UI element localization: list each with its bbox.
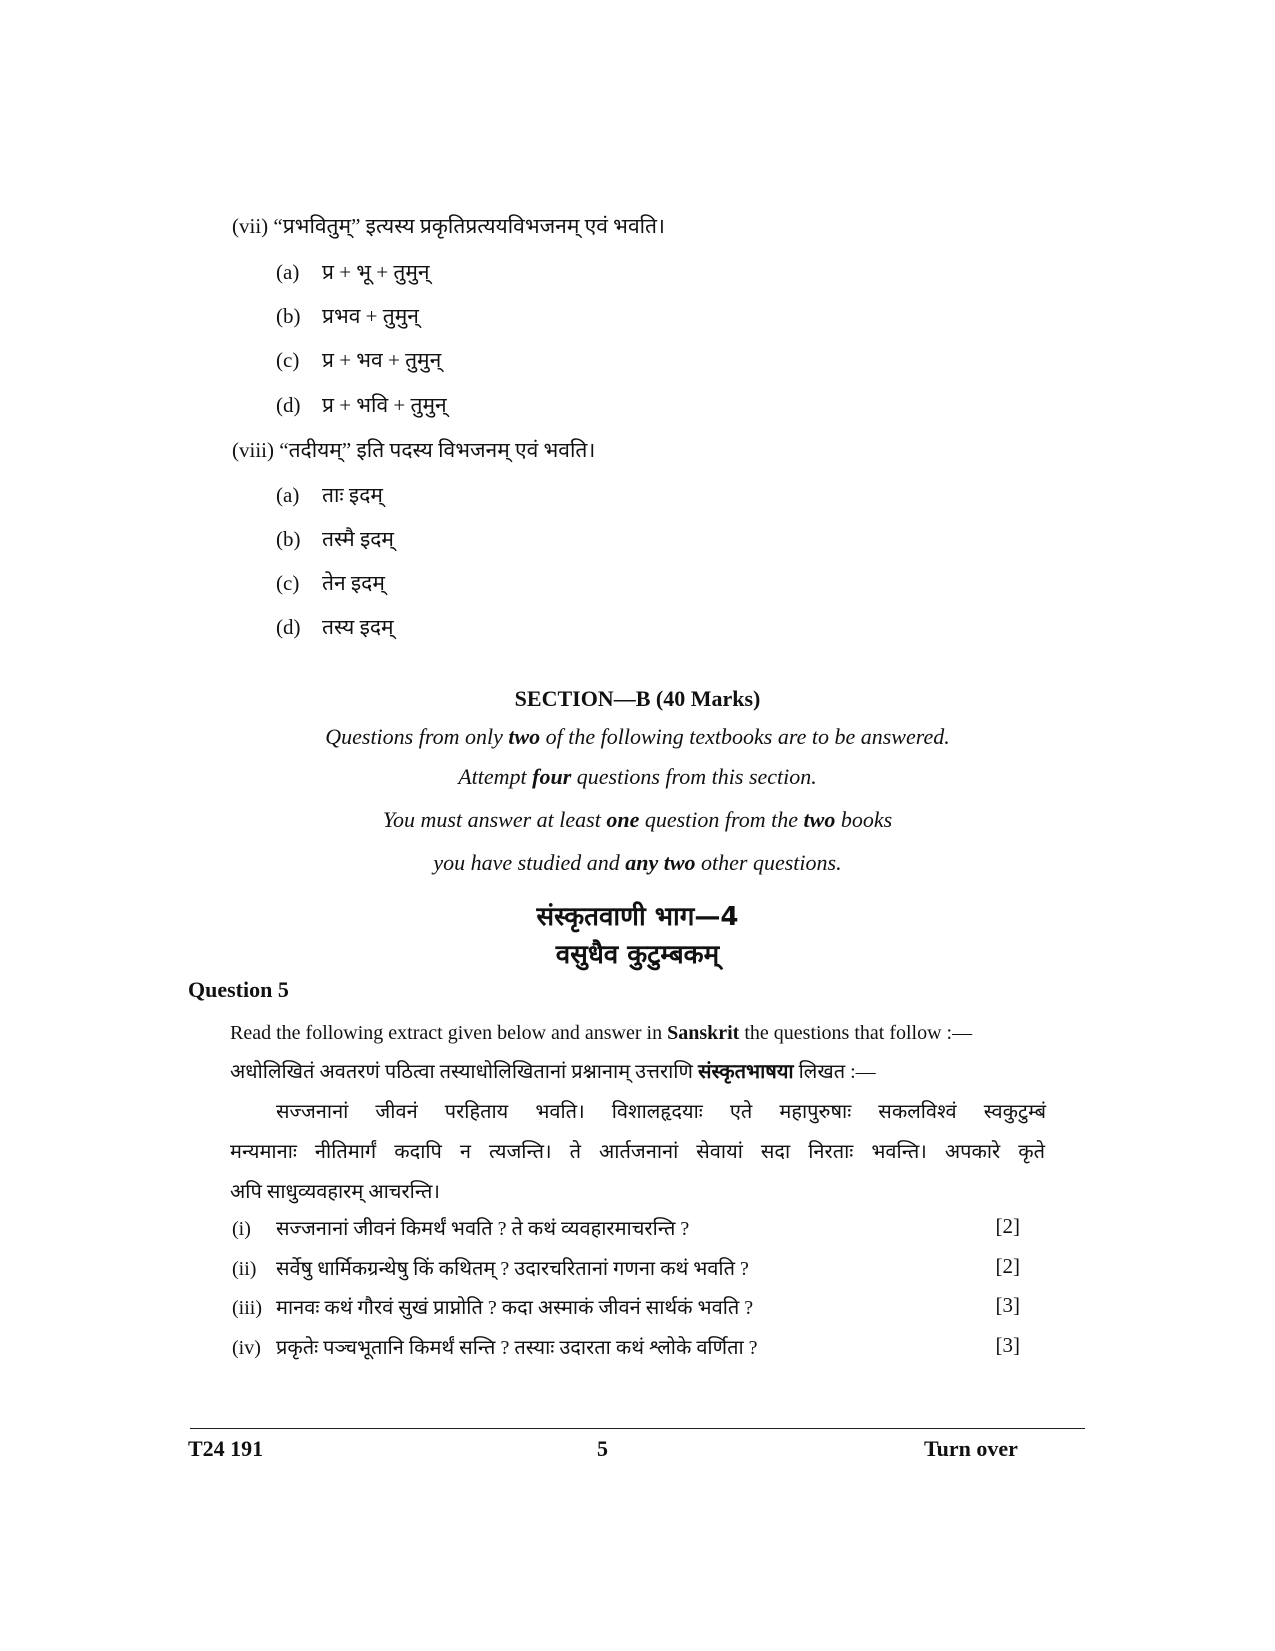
- turn-over-label: Turn over: [924, 1436, 1018, 1461]
- option-a: [276, 481, 383, 509]
- marks-badge: [2]: [995, 1254, 1020, 1278]
- instruction-sanskrit: [230, 1057, 876, 1084]
- instr-text: you have studied and: [433, 850, 626, 875]
- instr-text: लिखत :—: [793, 1061, 876, 1083]
- section-instruction-4: [0, 850, 1275, 876]
- instr-text: अधोलिखितं अवतरणं पठित्वा तस्याधोलिखितानां प्रश्नानाम् उत्तराणि: [230, 1061, 698, 1083]
- option-label: (a): [276, 483, 300, 507]
- footer-divider: [190, 1428, 1085, 1429]
- instr-emphasis: one: [606, 807, 640, 832]
- option-label: (c): [276, 348, 300, 372]
- option-label: (d): [276, 615, 301, 639]
- option-text: प्रभव + तुमुन्: [322, 304, 419, 328]
- instr-emphasis: two: [508, 724, 541, 749]
- question-vii: [232, 212, 665, 240]
- instr-text: the questions that follow :—: [739, 1022, 973, 1044]
- question-text: “तदीयम्” इति पदस्य विभजनम् एवं भवति।: [279, 438, 596, 462]
- subquestion-text: सर्वेषु धार्मिकग्रन्थेषु किं कथितम् ? उदारचरितानां गणना कथं भवति ?: [276, 1258, 749, 1280]
- option-label: (d): [276, 393, 301, 417]
- question-text: “प्रभवितुम्” इत्यस्य प्रकृतिप्रत्ययविभजनम् एवं भवति।: [273, 214, 665, 238]
- instr-text: Questions from only: [325, 724, 509, 749]
- instr-emphasis: Sanskrit: [667, 1022, 740, 1044]
- option-text: ताः इदम्: [322, 483, 383, 507]
- instr-text: question from the: [639, 807, 804, 832]
- subquestion-text: मानवः कथं गौरवं सुखं प्राप्नोति ? कदा अस्माकं जीवनं सार्थकं भवति ?: [276, 1297, 754, 1319]
- marks-badge: [2]: [995, 1214, 1020, 1238]
- instr-text: books: [835, 807, 893, 832]
- section-instruction-1: [0, 724, 1275, 750]
- question-label: (viii): [232, 438, 274, 462]
- option-label: (a): [276, 260, 300, 284]
- option-d: [276, 391, 447, 419]
- subquestion-label: (i): [232, 1218, 251, 1240]
- section-title: SECTION—B (40 Marks): [514, 686, 761, 711]
- subquestion-text: प्रकृतेः पञ्चभूतानि किमर्थं सन्ति ? तस्याः उदारता कथं श्लोके वर्णिता ?: [276, 1337, 758, 1359]
- subquestion-i: [232, 1214, 689, 1241]
- instr-emphasis: संस्कृतभाषया: [697, 1061, 794, 1083]
- book-subtitle: वसुधैव कुटुम्बकम्: [555, 940, 720, 970]
- subquestion-label: (iv): [232, 1337, 261, 1359]
- instruction-english: [230, 1022, 972, 1045]
- instr-text: You must answer at least: [382, 807, 607, 832]
- marks-badge: [3]: [995, 1333, 1020, 1357]
- subquestion-ii: [232, 1254, 749, 1281]
- subquestion-label: (iii): [232, 1297, 262, 1319]
- option-text: प्र + भवि + तुमुन्: [322, 393, 447, 417]
- option-text: प्र + भू + तुमुन्: [322, 260, 430, 284]
- instr-text: of the following textbooks are to be answered.: [540, 724, 950, 749]
- option-b: [276, 525, 394, 553]
- passage-line-1: सज्जनानां जीवनं परहिताय भवति। विशालहृदयाः एते महापुरुषाः सकलविश्वं स्वकुटुम्बं: [276, 1101, 1046, 1123]
- instr-emphasis: any two: [625, 850, 696, 875]
- passage-line-2: मन्यमानाः नीतिमार्गं कदापि न त्यजन्ति। ते आर्तजनानां सेवायां सदा निरताः भवन्ति। अपकारे कृते: [230, 1141, 1045, 1163]
- option-label: (b): [276, 304, 301, 328]
- subquestion-iv: [232, 1333, 758, 1360]
- passage-line-3: अपि साधुव्यवहारम् आचरन्ति।: [230, 1181, 440, 1203]
- instr-emphasis: two: [803, 807, 836, 832]
- book-title: संस्कृतवाणी भाग—4: [536, 902, 739, 932]
- instr-text: Read the following extract given below and answer in: [230, 1022, 668, 1044]
- instr-text: questions from this section.: [571, 764, 817, 789]
- page-number: 5: [597, 1436, 608, 1461]
- question-viii: [232, 436, 595, 464]
- option-c: [276, 569, 385, 597]
- option-text: प्र + भव + तुमुन्: [322, 348, 442, 372]
- marks-badge: [3]: [995, 1293, 1020, 1317]
- option-label: (b): [276, 527, 301, 551]
- subquestion-text: सज्जनानां जीवनं किमर्थं भवति ? ते कथं व्यवहारमाचरन्ति ?: [276, 1218, 690, 1240]
- option-text: तस्य इदम्: [322, 615, 394, 639]
- instr-emphasis: four: [532, 764, 572, 789]
- option-label: (c): [276, 571, 300, 595]
- option-d: [276, 613, 394, 641]
- paper-code: T24 191: [188, 1436, 264, 1461]
- option-c: [276, 346, 441, 374]
- question-heading: Question 5: [188, 977, 289, 1002]
- instr-text: other questions.: [695, 850, 842, 875]
- instr-text: Attempt: [458, 764, 533, 789]
- section-instruction-3: [0, 807, 1275, 833]
- subquestion-iii: [232, 1293, 753, 1320]
- option-text: तस्मै इदम्: [322, 527, 394, 551]
- subquestion-label: (ii): [232, 1258, 257, 1280]
- question-label: (vii): [232, 214, 269, 238]
- option-b: [276, 302, 419, 330]
- option-text: तेन इदम्: [322, 571, 385, 595]
- option-a: [276, 258, 430, 286]
- section-instruction-2: [0, 764, 1275, 790]
